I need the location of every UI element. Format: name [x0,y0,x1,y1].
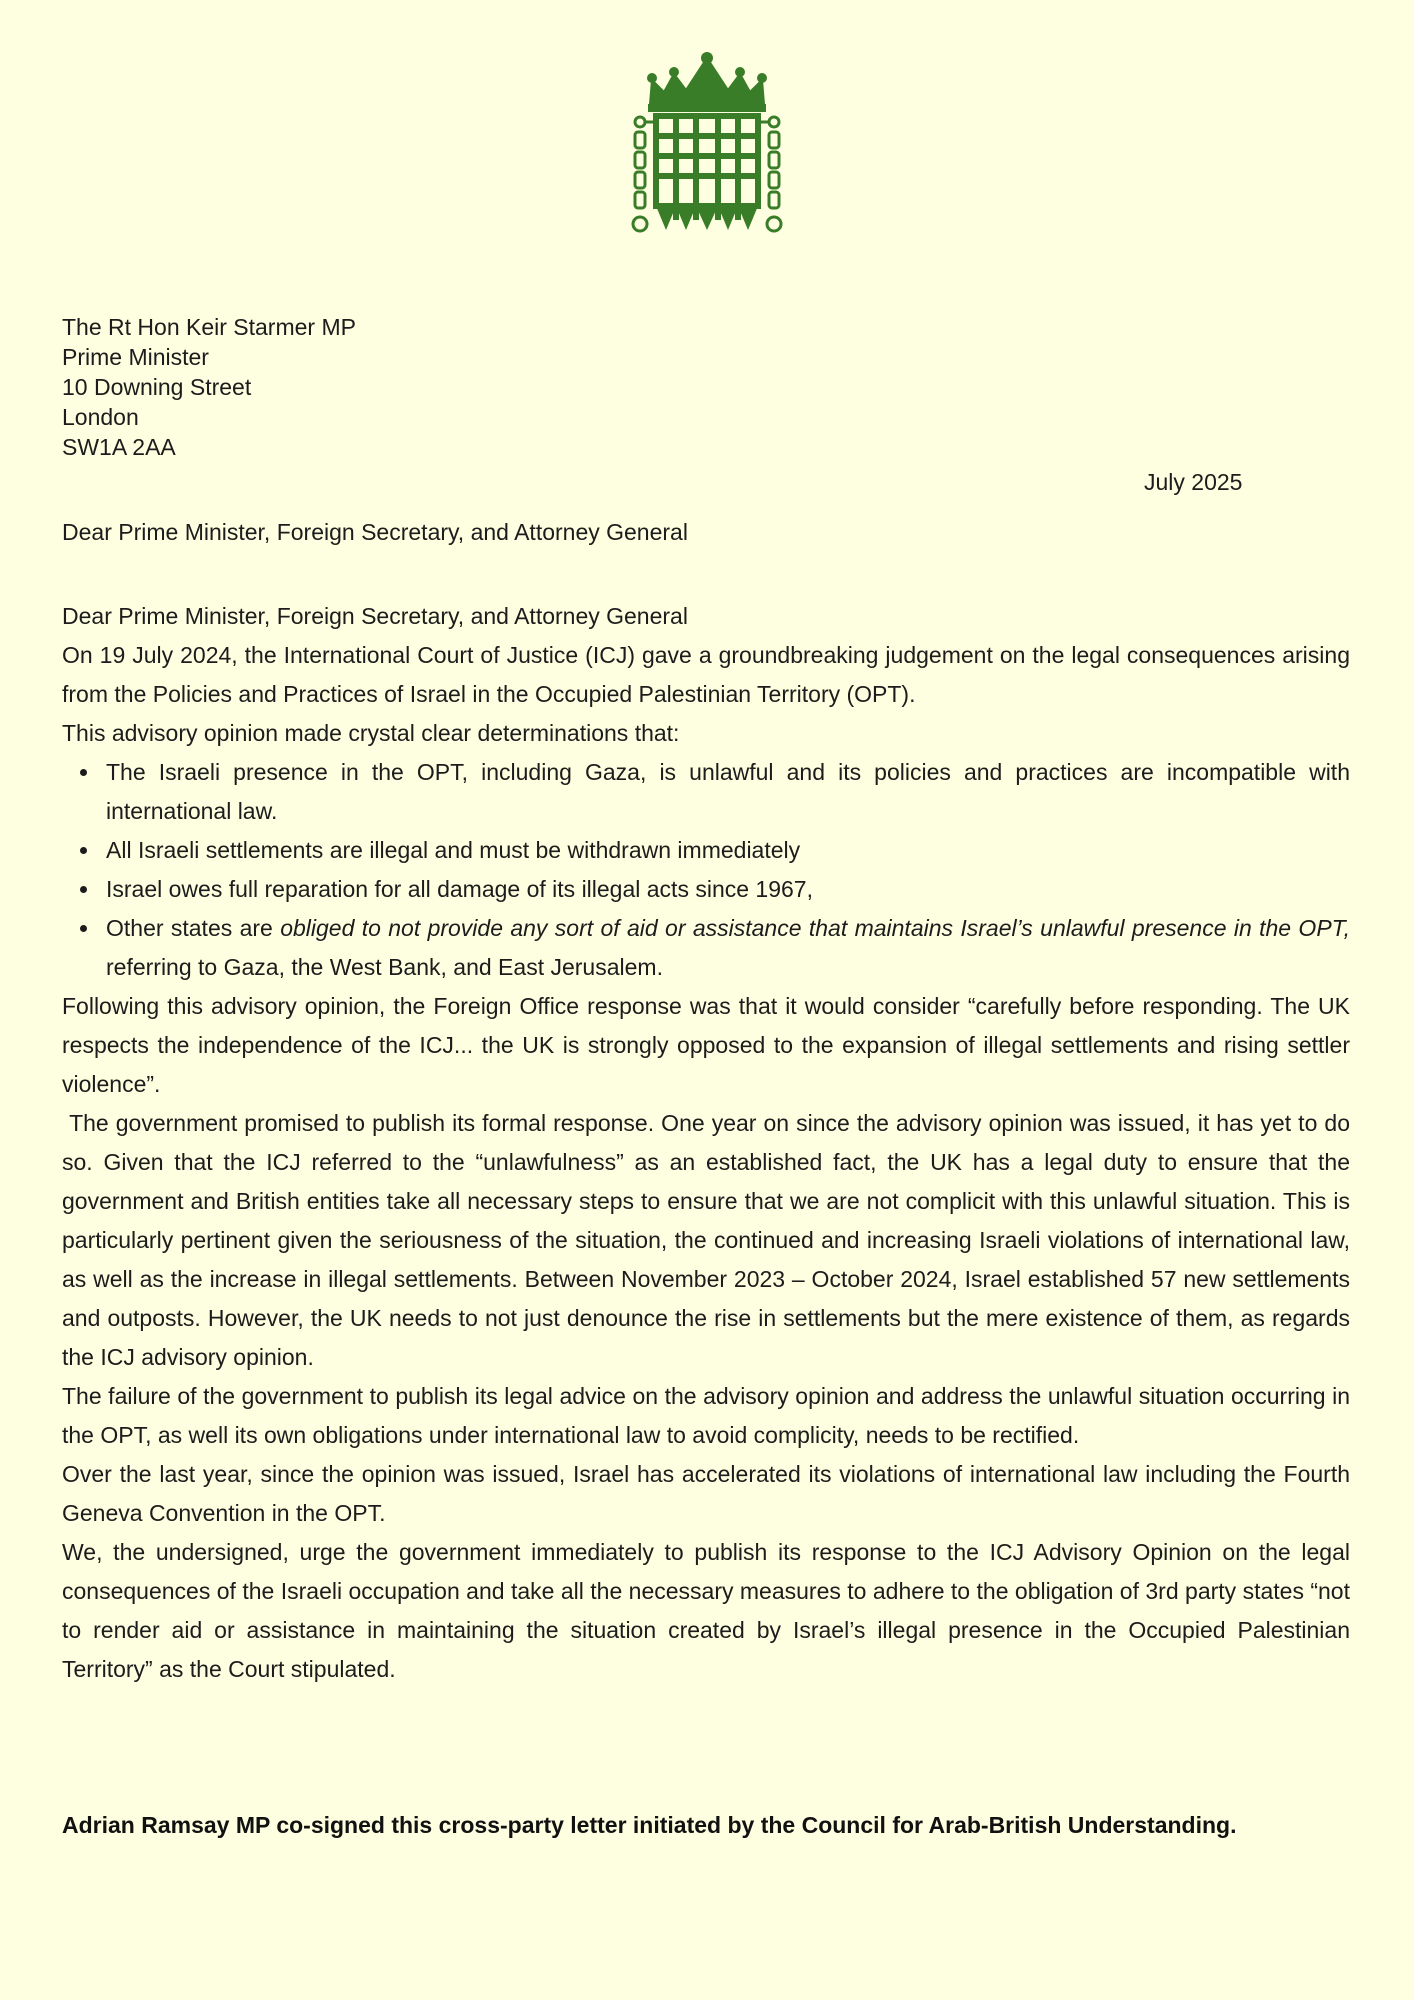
letter-page [62,0,1357,2000]
paragraph-determinations-lead: This advisory opinion made crystal clear determinations that: [62,720,680,746]
letter-date: July 2025 [1144,469,1243,495]
list-item: Israel owes full reparation for all damage of its illegal acts since 1967, [106,870,1350,909]
bullet-text: Other states are [106,915,281,941]
list-item [106,909,1350,987]
letter-body [62,597,1357,1689]
salutation-repeat: Dear Prime Minister, Foreign Secretary, and Attorney General [62,603,688,629]
list-item: All Israeli settlements are illegal and must be withdrawn immediately [106,831,1350,870]
bullet-emphasis: obliged to not provide any sort of aid or assistance that maintains Israel’s unlawful presence in the OPT, [280,915,1350,941]
address-line: 10 Downing Street [62,374,252,400]
address-line: London [62,404,139,430]
address-line: SW1A 2AA [62,434,176,460]
portcullis-icon [630,50,784,238]
paragraph-intro: On 19 July 2024, the International Court of Justice (ICJ) gave a groundbreaking judgement on the legal consequences arising from the Policies and Practices of Israel in the Occupied Palestinian Territory (OPT). [62,642,1350,707]
recipient-address [62,312,356,462]
cosign-note: Adrian Ramsay MP co-signed this cross-party letter initiated by the Council for Arab-British Understanding. [62,1812,1237,1838]
list-item: The Israeli presence in the OPT, including Gaza, is unlawful and its policies and practices are incompatible with international law. [106,753,1350,831]
salutation: Dear Prime Minister, Foreign Secretary, and Attorney General [62,519,688,545]
paragraph-last-year: Over the last year, since the opinion was issued, Israel has accelerated its violations of international law including the Fourth Geneva Convention in the OPT. [62,1461,1350,1526]
address-line: Prime Minister [62,344,209,370]
paragraph-government: The government promised to publish its formal response. One year on since the advisory opinion was issued, it has yet to do so. Given that the ICJ referred to the “unlawfulness” as an established fact, the UK has a legal duty to ensure that the government and British entities take all necessary steps to ensure that we are not complicit with this unlawful situation. This is particularly pertinent given the seriousness of the situation, the continued and increasing Israeli violations of international law, as well as the increase in illegal settlements. Between November 2023 – October 2024, Israel established 57 new settlements and outposts. However, the UK needs to not just denounce the rise in settlements but the mere existence of them, as regards the ICJ advisory opinion. [62,1110,1357,1370]
paragraph-failure: The failure of the government to publish its legal advice on the advisory opinion and address the unlawful situation occurring in the OPT, as well its own obligations under international law to avoid complicity, needs to be rectified. [62,1383,1350,1448]
paragraph-urge: We, the undersigned, urge the government immediately to publish its response to the ICJ Advisory Opinion on the legal consequences of the Israeli occupation and take all the necessary measures to adhere to the obligation of 3rd party states “not to render aid or assistance in maintaining the situation created by Israel’s illegal presence in the Occupied Palestinian Territory” as the Court stipulated. [62,1539,1350,1682]
bullet-text: referring to Gaza, the West Bank, and East Jerusalem. [106,954,663,980]
paragraph-fo-response: Following this advisory opinion, the Foreign Office response was that it would consider “carefully before responding. The UK respects the independence of the ICJ... the UK is strongly opposed to the expansion of illegal settlements and rising settler violence”. [62,993,1350,1097]
address-line: The Rt Hon Keir Starmer MP [62,314,356,340]
determinations-list [62,753,1350,987]
